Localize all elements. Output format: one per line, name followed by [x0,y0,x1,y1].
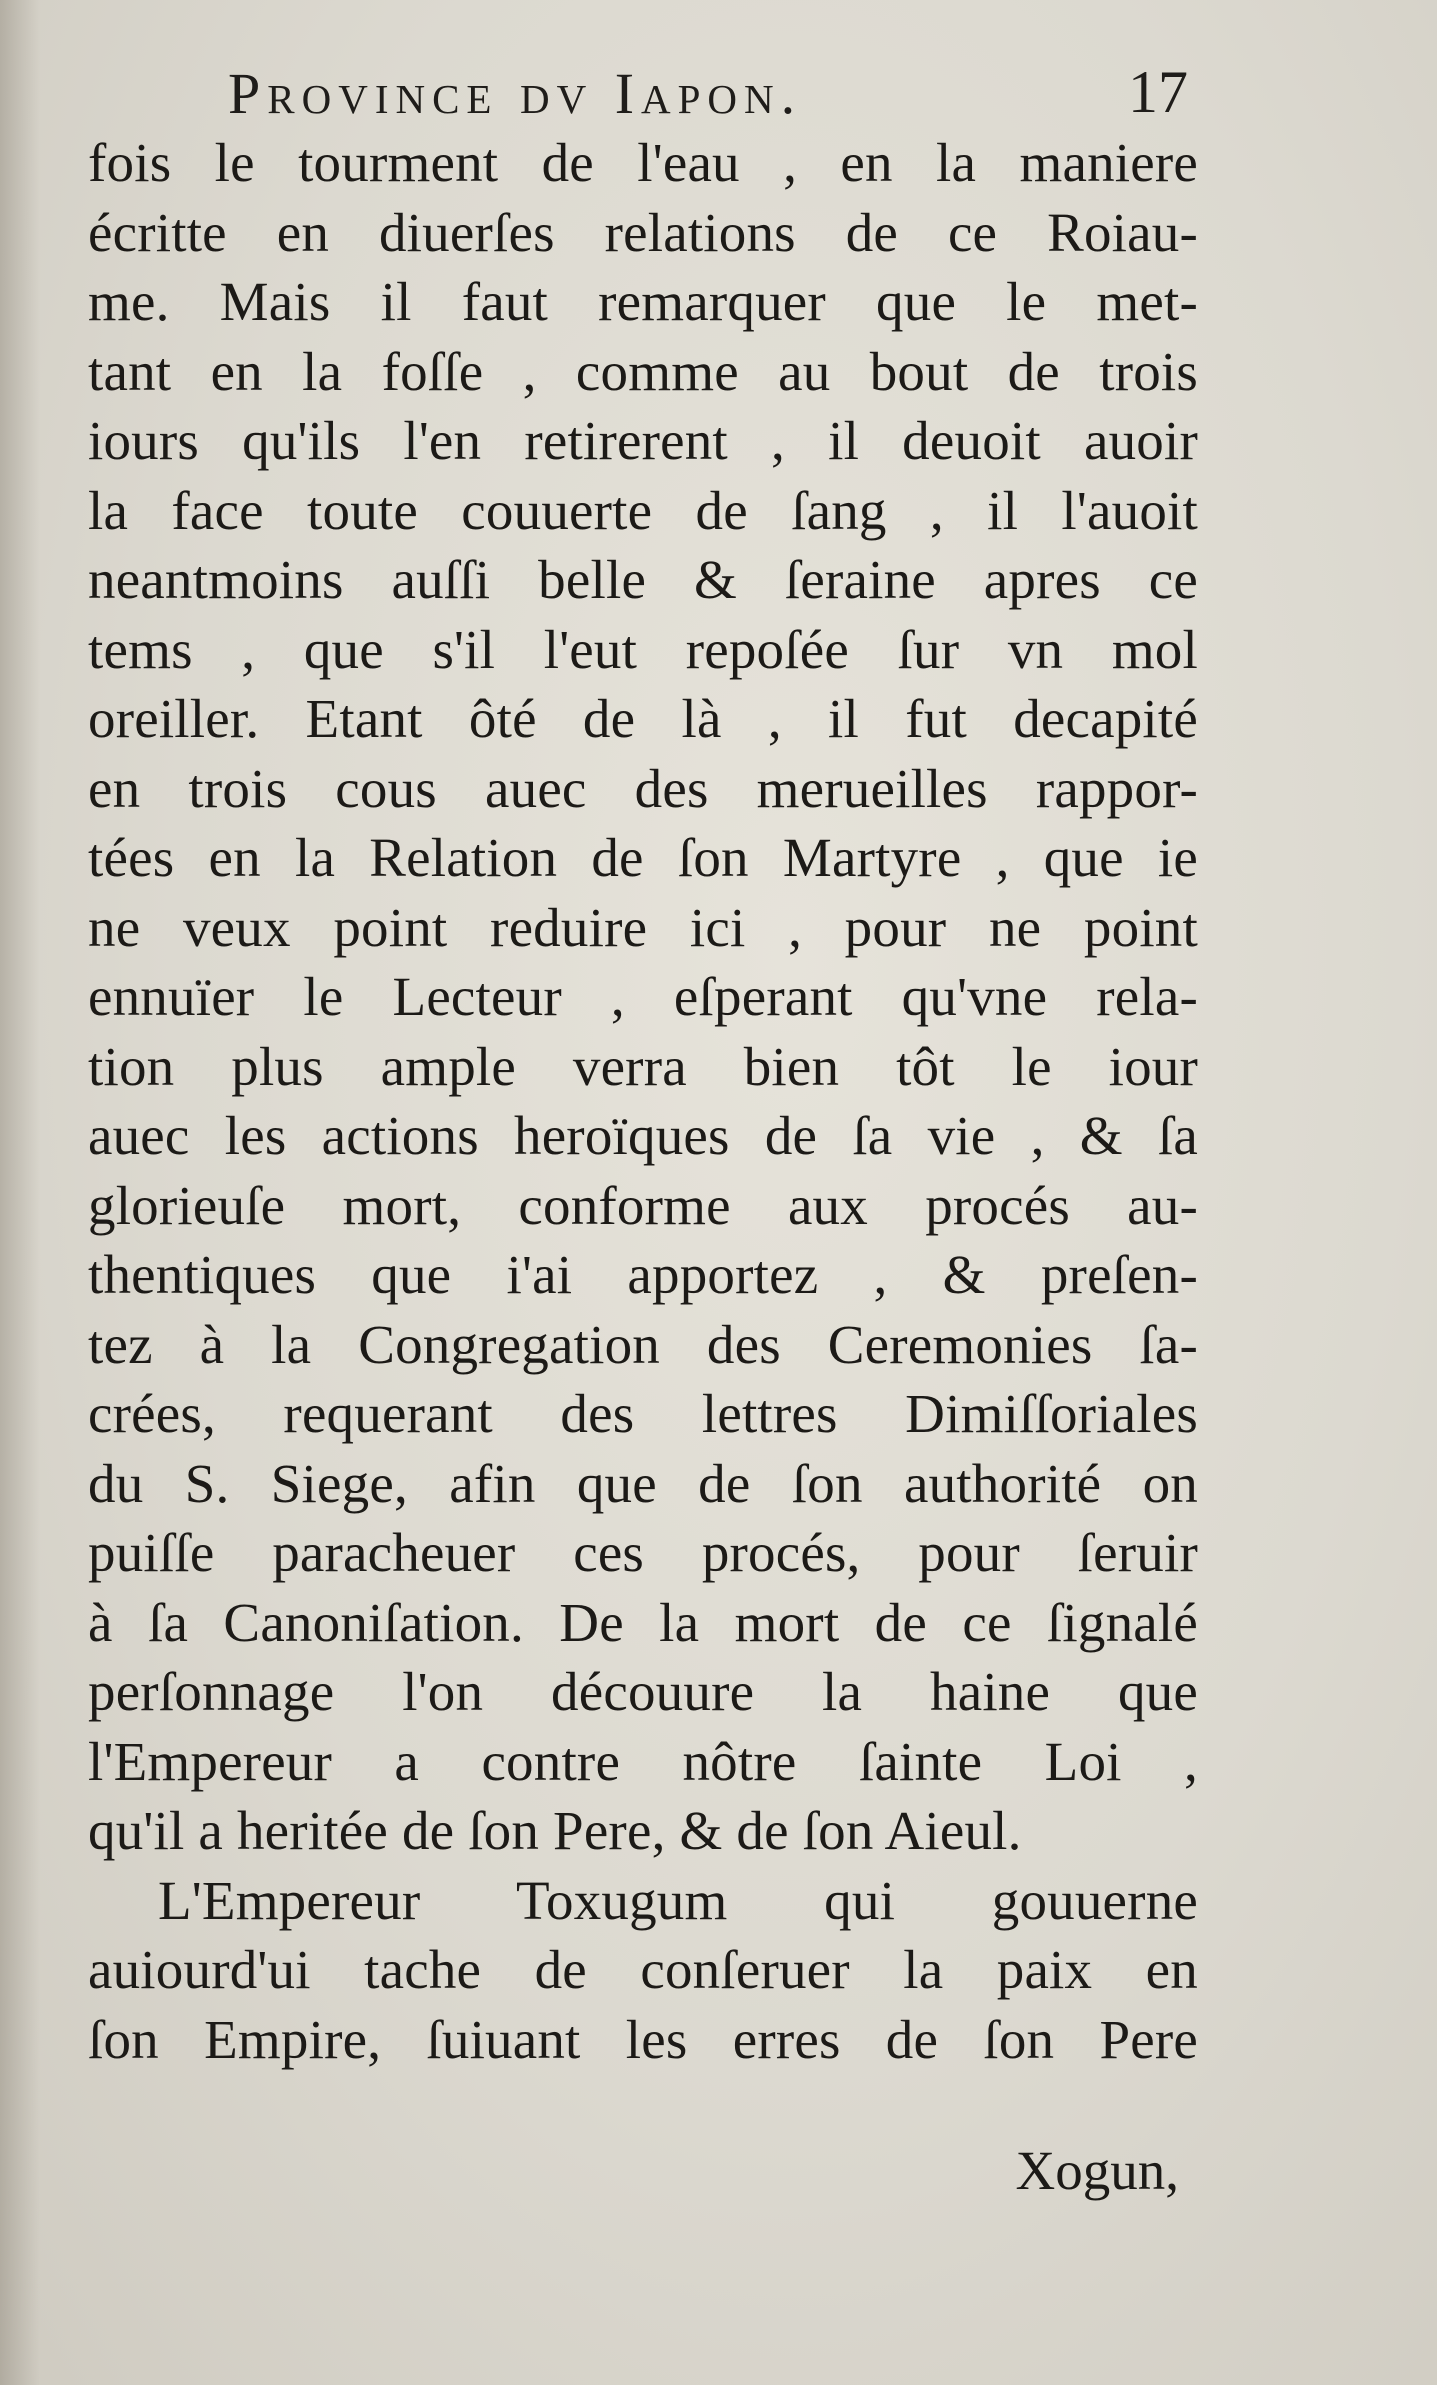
text-line: iours qu'ils l'en retirerent , il deuoit auoir [88,410,1198,471]
text-line: fois le tourment de l'eau , en la maniere [88,132,1198,193]
text-line: glorieuſe mort, conforme aux procés au- [88,1174,1198,1236]
catchword: Xogun, [1015,2140,1179,2201]
text-line: neantmoins auſſi belle & ſeraine apres ce [88,549,1198,610]
text-line: ennuïer le Lecteur , eſperant qu'vne rela- [88,966,1198,1027]
text-line: puiſſe paracheuer ces procés, pour ſeruir [88,1522,1198,1583]
text-line: me. Mais il faut remarquer que le met- [88,271,1198,332]
text-line: crées, requerant des lettres Dimiſſoriales [88,1383,1198,1444]
text-line: tems , que s'il l'eut repoſée ſur vn mol [88,618,1198,680]
text-line: l'Empereur a contre nôtre ſainte Loi , [88,1730,1198,1792]
paragraph-start-line: L'Empereur Toxugum qui gouuerne [158,1869,1198,1931]
text-line: auec les actions heroïques de ſa vie , & ſa [88,1105,1198,1166]
text-block [88,128,1198,2074]
text-line: en trois cous auec des merueilles rappor- [88,757,1198,819]
text-line: ne veux point reduire ici , pour ne point [88,896,1198,958]
text-line: tées en la Relation de ſon Martyre , que ie [88,827,1198,888]
text-line: tion plus ample verra bien tôt le iour [88,1035,1198,1097]
running-head [228,60,1188,130]
text-line: thentiques que i'ai apportez , & preſen- [88,1244,1198,1305]
paragraph-end-line: qu'il a heritée de ſon Pere, & de ſon Aieul. [88,1800,1022,1861]
text-line: la face toute couuerte de ſang , il l'auoit [88,479,1198,541]
text-line: perſonnage l'on découure la haine que [88,1661,1198,1722]
text-line: tant en la foſſe , comme au bout de trois [88,340,1198,402]
running-title: Province dv Iapon. [228,61,803,126]
page-number: 17 [1128,59,1188,125]
text-line: écritte en diuerſes relations de ce Roiau- [88,201,1198,263]
text-line: auiourd'ui tache de conſeruer la paix en [88,1939,1198,2000]
text-line: tez à la Congregation des Ceremonies ſa- [88,1313,1198,1375]
text-line: du S. Siege, afin que de ſon authorité on [88,1452,1198,1514]
gutter-shadow [0,0,40,2385]
text-line: ſon Empire, ſuiuant les erres de ſon Pere [88,2008,1198,2070]
text-line: à ſa Canoniſation. De la mort de ce ſignalé [88,1591,1198,1653]
text-line: oreiller. Etant ôté de là , il fut decapité [88,688,1198,749]
